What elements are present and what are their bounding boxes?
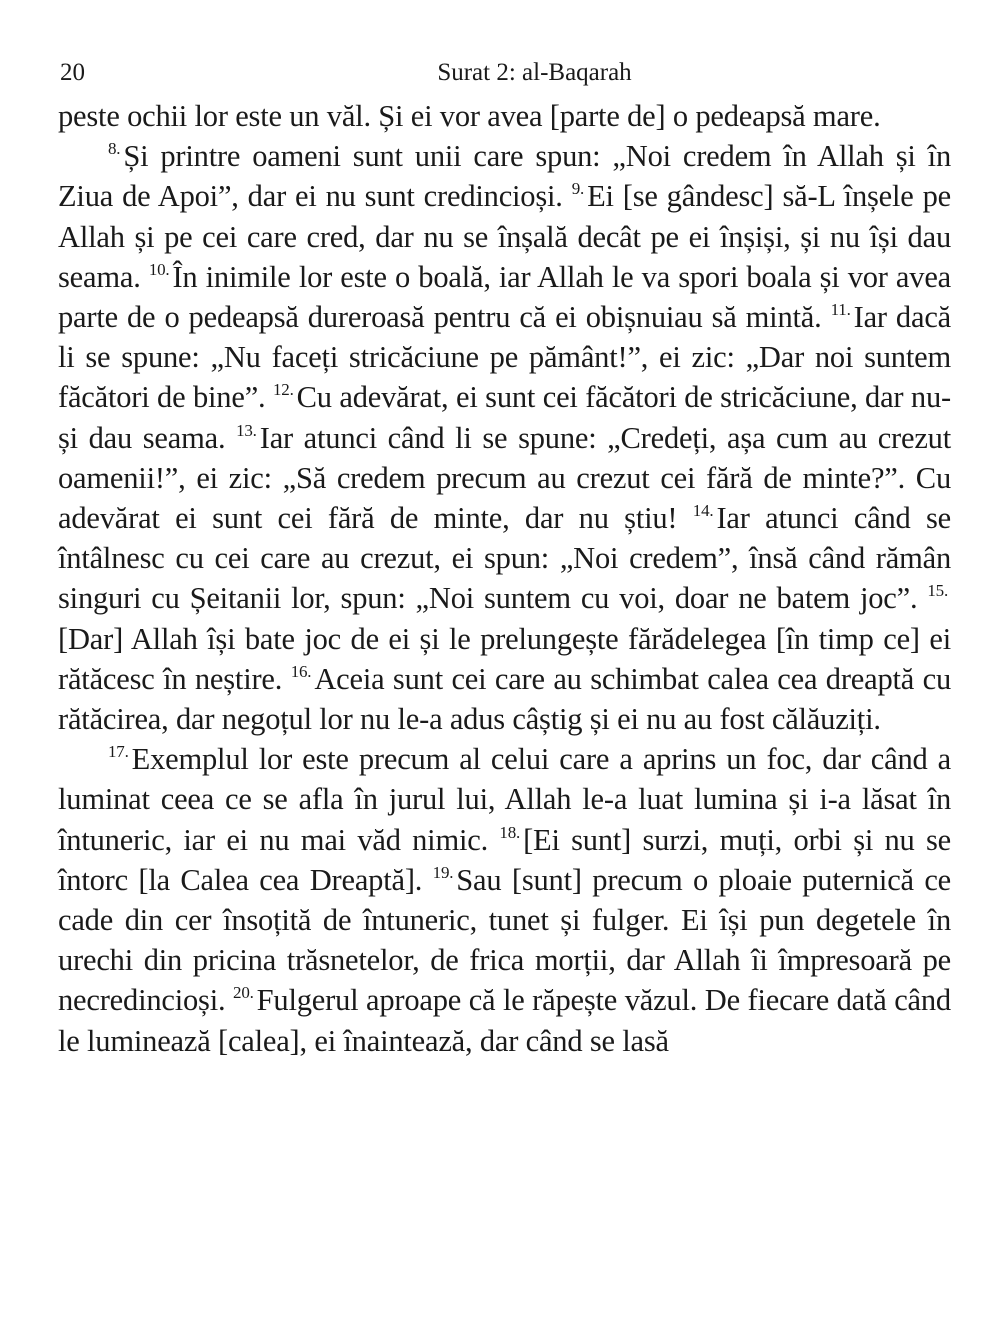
verse-number: 9. <box>571 179 585 199</box>
page-number: 20 <box>60 59 85 86</box>
verse-text: Și printre oameni sunt unii care spun: „Noi credem în Allah și în Ziua de Apoi”, dar ei nu sunt credincioși. <box>58 139 951 214</box>
verse-number: 19. <box>432 862 454 882</box>
verse-number: 16. <box>290 661 312 681</box>
verse-text: Sau [sunt] precum o ploaie puternică ce cade din cer însoțită de întuneric, tunet și fulger. Ei își pun degetele în urechi din pricina trăsnetelor, de frica morții, dar Allah îi împresoară pe necredincioși. <box>58 862 951 1018</box>
verse-number: 10. <box>148 259 170 279</box>
verse-text: Iar atunci când li se spune: „Credeți, așa cum au crezut oamenii!”, ei zic: „Să credem precum au crezut cei fără de minte?”. Cu adevărat ei sunt cei fără de minte, dar nu știu! <box>58 420 951 536</box>
paragraph <box>58 739 951 1061</box>
body-text <box>58 96 951 1061</box>
verse-number: 11. <box>830 300 851 320</box>
verse-number: 15. <box>927 581 948 601</box>
verse-text: Ei [se gândesc] să-L înșele pe Allah și pe cei care cred, dar nu se înșală decât pe ei înșiși, și nu își dau seama. <box>58 179 951 294</box>
verse-number: 12. <box>272 380 294 400</box>
verse-text: Iar dacă li se spune: „Nu faceți stricăciune pe pământ!”, ei zic: „Dar noi suntem făcători de bine”. <box>58 300 951 415</box>
verse-number: 13. <box>236 420 257 440</box>
verse-number: 20. <box>233 983 254 1003</box>
verse-text: Iar atunci când se întâlnesc cu cei care au crezut, ei spun: „Noi credem”, însă când rămân singuri cu Șeitanii lor, spun: „Noi suntem cu voi, doar ne batem joc”. <box>58 501 952 616</box>
verse-text: Cu adevărat, ei sunt cei făcători de stricăciune, dar nu-și dau seama. <box>58 380 951 455</box>
verse-number: 14. <box>692 501 714 521</box>
verse-number: 18. <box>499 822 521 842</box>
verse-number: 17. <box>108 742 129 762</box>
verse-text: [Dar] Allah își bate joc de ei și le prelungește fărădelegea [în timp ce] ei rătăcesc în neștire. <box>58 621 951 696</box>
verse-text: În inimile lor este o boală, iar Allah le va spori boala și vor avea parte de o pedeapsă dureroasă pentru că ei obișnuiau să mintă. <box>58 259 951 335</box>
paragraph <box>58 96 951 136</box>
running-head <box>58 50 951 96</box>
verse-text: Exemplul lor este precum al celui care a aprins un foc, dar când a luminat ceea ce se afla în jurul lui, Allah le-a luat lumina și i-a lăsat în întuneric, iar ei nu mai văd nimic. <box>58 742 951 857</box>
verse-text: peste ochii lor este un văl. Și ei vor avea [parte de] o pedeapsă mare. <box>58 99 881 133</box>
verse-text: [Ei sunt] surzi, muți, orbi și nu se întorc [la Calea cea Dreaptă]. <box>58 822 951 897</box>
paragraph <box>58 136 951 739</box>
verse-text: Fulgerul aproape că le răpește văzul. De fiecare dată când le luminează [calea], ei înaintează, dar când se lasă <box>58 983 951 1058</box>
running-title: Surat 2: al-Baqarah <box>437 59 632 86</box>
verse-text: Aceia sunt cei care au schimbat calea cea dreaptă cu rătăcirea, dar negoțul lor nu le-a adus câștig și ei nu au fost călăuziți. <box>58 661 952 737</box>
book-page <box>58 50 951 1310</box>
verse-number: 8. <box>108 139 121 159</box>
